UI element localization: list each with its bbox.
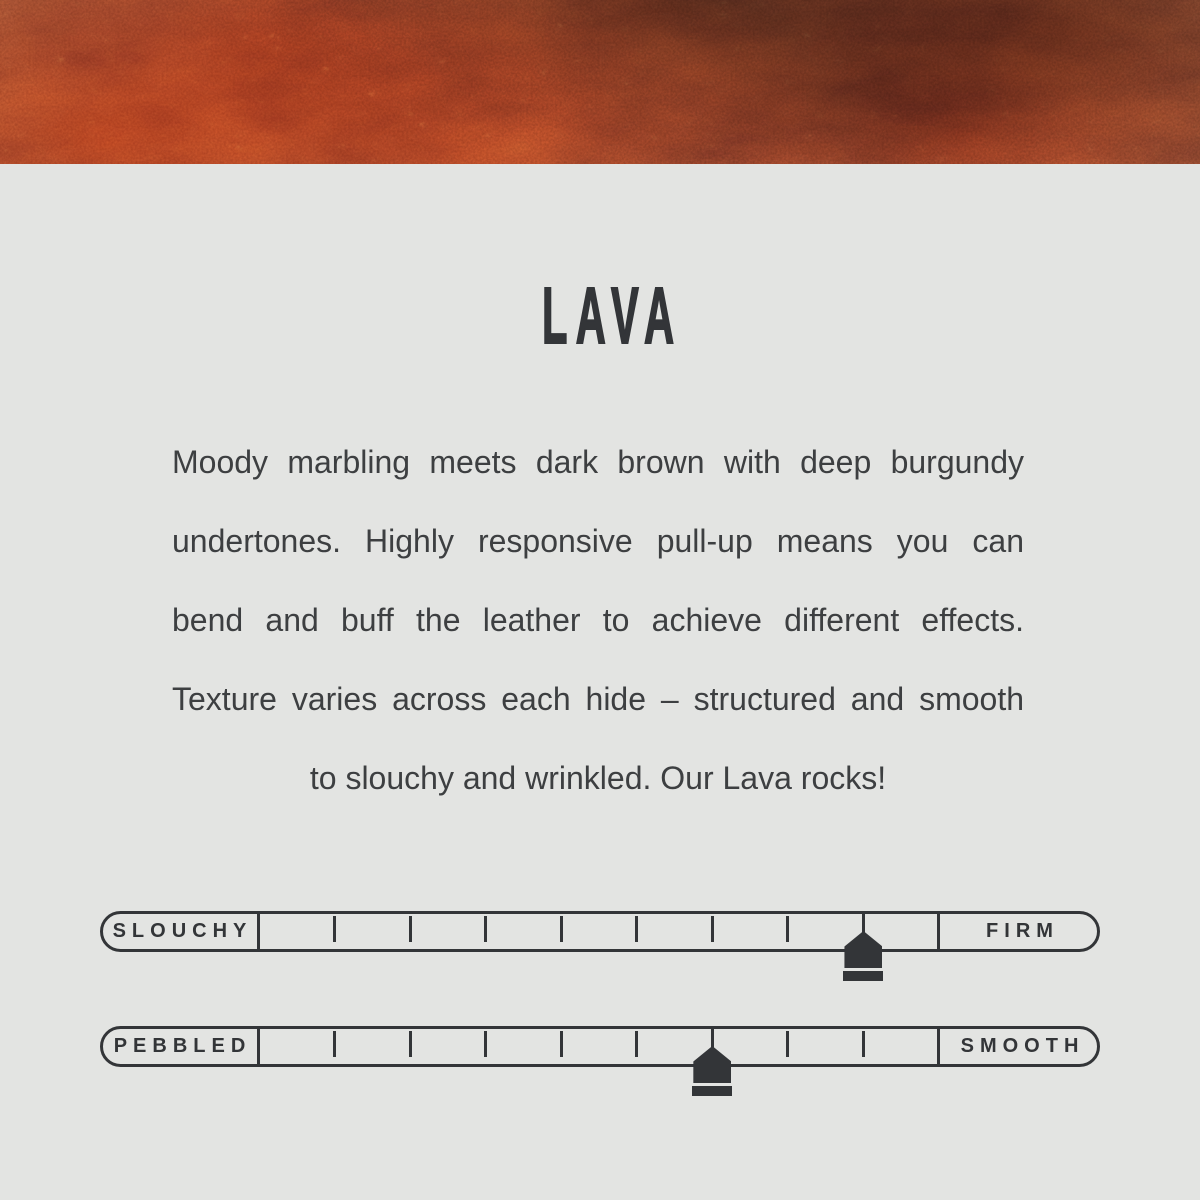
description-line: to slouchy and wrinkled. Our Lava rocks! xyxy=(309,760,887,796)
slouchy-firm-scale xyxy=(100,911,1100,952)
colorway-title: LAVA xyxy=(541,271,683,360)
scale-marker-bar xyxy=(692,1086,732,1096)
scale-tick xyxy=(484,1031,487,1057)
description-line: undertones. Highly responsive pull-up means you can xyxy=(172,523,1024,559)
description-line: bend and buff the leather to achieve different effects. xyxy=(172,602,1024,638)
scale-tick xyxy=(635,1031,638,1057)
description-line: Texture varies across each hide – structured and smooth xyxy=(172,681,1024,717)
scale-left-label: PEBBLED xyxy=(113,1035,252,1057)
scale-tick xyxy=(786,1031,789,1057)
scale-tick xyxy=(560,1031,563,1057)
scale-tick xyxy=(333,1031,336,1057)
scale-right-label: SMOOTH xyxy=(960,1035,1085,1057)
scale-tick xyxy=(409,1031,412,1057)
scale-marker-stem xyxy=(862,914,865,933)
scale-tick xyxy=(484,916,487,942)
colorway-description xyxy=(172,423,1024,818)
leather-swatch-image xyxy=(0,0,1200,164)
scale-marker-bar xyxy=(843,971,883,981)
scale-tick xyxy=(333,916,336,942)
scale-tick xyxy=(786,916,789,942)
scale-marker-stem xyxy=(711,1029,714,1048)
scale-tick xyxy=(409,916,412,942)
scale-right-label: FIRM xyxy=(986,920,1059,942)
description-line: Moody marbling meets dark brown with deep burgundy xyxy=(172,444,1024,480)
scale-tick xyxy=(711,916,714,942)
scale-tick xyxy=(635,916,638,942)
scale-tick xyxy=(862,1031,865,1057)
scale-left-label: SLOUCHY xyxy=(112,920,253,942)
scale-tick xyxy=(560,916,563,942)
pebbled-smooth-scale xyxy=(100,1026,1100,1067)
leather-color-marbling xyxy=(0,0,1200,164)
